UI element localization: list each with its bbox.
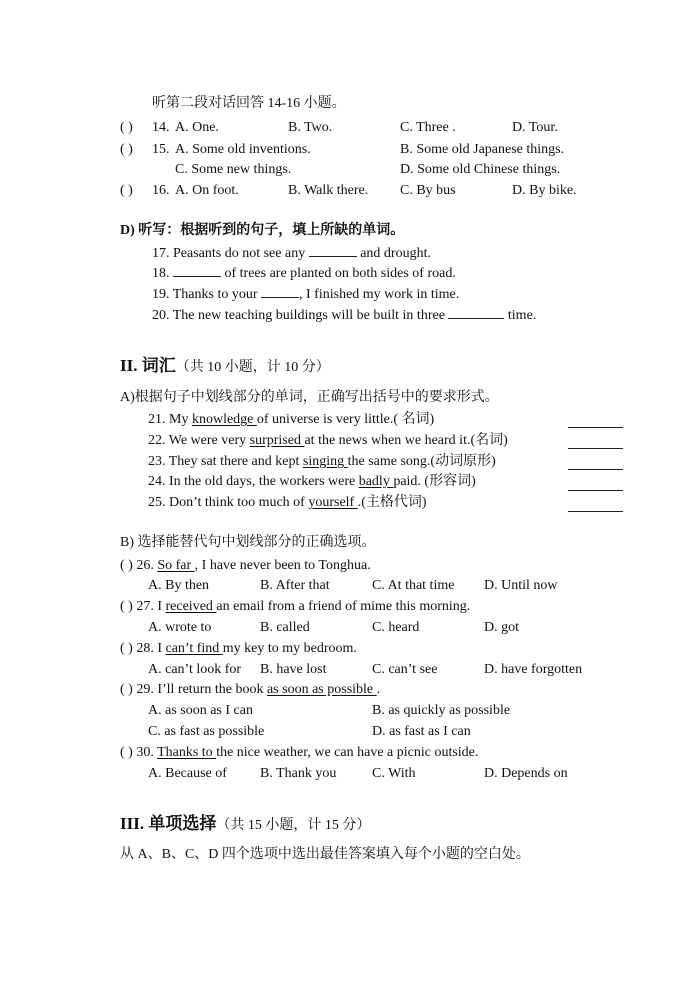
question-text: 27. I bbox=[132, 599, 166, 614]
question-number: 14. bbox=[152, 120, 170, 135]
question-number: 16. bbox=[152, 183, 170, 198]
question-text: 21. My bbox=[148, 412, 192, 427]
option-d: D. have forgotten bbox=[484, 662, 583, 677]
question-text: .(主格代词) bbox=[357, 495, 427, 510]
answer-paren[interactable]: ( ) bbox=[120, 745, 133, 760]
option-d: D. Some old Chinese things. bbox=[400, 162, 561, 177]
section-subtitle: （共 15 小题，计 15 分） bbox=[216, 818, 371, 833]
question-24 bbox=[148, 472, 476, 492]
part-b-heading: B) 选择能替代句中划线部分的正确选项。 bbox=[120, 535, 376, 550]
question-text: 24. In the old days, the workers were bbox=[148, 474, 359, 489]
question-text: of trees are planted on both sides of road. bbox=[221, 266, 456, 281]
question-17 bbox=[152, 244, 431, 264]
question-27 bbox=[120, 597, 470, 617]
underlined-word: can’t find bbox=[165, 641, 223, 656]
option-a: A. as soon as I can bbox=[148, 703, 253, 718]
question-20 bbox=[152, 306, 536, 326]
question-text: 30. bbox=[132, 745, 158, 760]
question-text: 17. Peasants do not see any bbox=[152, 246, 309, 261]
option-b: B. Walk there. bbox=[288, 183, 369, 198]
underlined-word: So far bbox=[157, 558, 195, 573]
section-iii-instruction: 从 A、B、C、D 四个选项中选出最佳答案填入每个小题的空白处。 bbox=[120, 847, 530, 862]
underlined-word: as soon as possible bbox=[266, 682, 377, 697]
question-text: and drought. bbox=[356, 246, 431, 261]
option-c: C. heard bbox=[372, 620, 420, 635]
question-text: of universe is very little.( 名词) bbox=[256, 412, 435, 427]
option-d: D. By bike. bbox=[512, 183, 577, 198]
question-number: 15. bbox=[152, 142, 170, 157]
question-text: 19. Thanks to your bbox=[152, 287, 262, 302]
part-a-heading: A)根据句子中划线部分的单词，正确写出括号中的要求形式。 bbox=[120, 390, 499, 405]
question-23 bbox=[148, 452, 496, 472]
question-text: the same song.(动词原形) bbox=[347, 454, 496, 469]
question-30 bbox=[120, 743, 478, 763]
question-26 bbox=[120, 556, 371, 576]
answer-paren[interactable]: ( ) bbox=[120, 142, 133, 157]
answer-line[interactable] bbox=[568, 426, 623, 428]
section-iii-heading bbox=[120, 814, 370, 836]
question-text: the nice weather, we can have a picnic outside. bbox=[216, 745, 479, 760]
answer-line[interactable] bbox=[568, 510, 623, 512]
underlined-word: surprised bbox=[249, 433, 305, 448]
underlined-word: yourself bbox=[308, 495, 358, 510]
option-b: B. Some old Japanese things. bbox=[400, 142, 565, 157]
section-subtitle: （共 10 小题，计 10 分） bbox=[175, 360, 330, 375]
option-d: D. Depends on bbox=[484, 766, 568, 781]
answer-paren[interactable]: ( ) bbox=[120, 120, 133, 135]
option-c: C. as fast as possible bbox=[148, 724, 265, 739]
underlined-word: singing bbox=[302, 454, 348, 469]
section-title: III. 单项选择 bbox=[120, 814, 217, 833]
underlined-word: badly bbox=[358, 474, 394, 489]
option-b: B. After that bbox=[260, 578, 330, 593]
option-c: C. can’t see bbox=[372, 662, 438, 677]
fill-blank[interactable] bbox=[448, 306, 504, 319]
underlined-word: Thanks to bbox=[157, 745, 217, 760]
option-b: B. called bbox=[260, 620, 310, 635]
fill-blank[interactable] bbox=[309, 244, 357, 257]
option-c: C. By bus bbox=[400, 183, 456, 198]
option-d: D. as fast as I can bbox=[372, 724, 471, 739]
answer-paren[interactable]: ( ) bbox=[120, 183, 133, 198]
question-text: 29. I’ll return the book bbox=[132, 682, 267, 697]
option-a: A. Some old inventions. bbox=[175, 142, 311, 157]
option-b: B. as quickly as possible bbox=[372, 703, 511, 718]
option-b: B. Two. bbox=[288, 120, 333, 135]
question-28 bbox=[120, 639, 357, 659]
question-text: my key to my bedroom. bbox=[222, 641, 357, 656]
option-a: A. wrote to bbox=[148, 620, 212, 635]
option-d: D. got bbox=[484, 620, 519, 635]
answer-paren[interactable]: ( ) bbox=[120, 641, 133, 656]
question-text: , I have never been to Tonghua. bbox=[194, 558, 371, 573]
option-a: A. One. bbox=[175, 120, 219, 135]
question-text: at the news when we heard it.(名词) bbox=[304, 433, 508, 448]
option-c: C. Three . bbox=[400, 120, 456, 135]
answer-paren[interactable]: ( ) bbox=[120, 682, 133, 697]
question-text: paid. (形容词) bbox=[393, 474, 476, 489]
section-title: II. 词汇 bbox=[120, 356, 176, 375]
question-29 bbox=[120, 680, 380, 700]
question-22 bbox=[148, 431, 508, 451]
answer-line[interactable] bbox=[568, 447, 623, 449]
answer-line[interactable] bbox=[568, 489, 623, 491]
option-c: C. Some new things. bbox=[175, 162, 292, 177]
answer-line[interactable] bbox=[568, 468, 623, 470]
question-19 bbox=[152, 285, 459, 305]
question-text: 22. We were very bbox=[148, 433, 250, 448]
option-a: A. Because of bbox=[148, 766, 227, 781]
option-d: D. Tour. bbox=[512, 120, 558, 135]
question-text: 25. Don’t think too much of bbox=[148, 495, 309, 510]
question-text: time. bbox=[504, 308, 537, 323]
question-text: an email from a friend of mime this morning. bbox=[216, 599, 471, 614]
fill-blank[interactable] bbox=[173, 264, 221, 277]
question-text: 26. bbox=[132, 558, 158, 573]
answer-paren[interactable]: ( ) bbox=[120, 558, 133, 573]
section-ii-heading bbox=[120, 356, 330, 378]
option-a: A. On foot. bbox=[175, 183, 239, 198]
dictation-heading: D) 听写：根据听到的句子，填上所缺的单词。 bbox=[120, 223, 405, 238]
question-21 bbox=[148, 410, 434, 430]
underlined-word: knowledge bbox=[191, 412, 257, 427]
question-text: 18. bbox=[152, 266, 173, 281]
listening-instruction: 听第二段对话回答 14-16 小题。 bbox=[152, 96, 346, 111]
question-text: 20. The new teaching buildings will be built in three bbox=[152, 308, 449, 323]
option-b: B. have lost bbox=[260, 662, 327, 677]
question-text: . bbox=[376, 682, 381, 697]
fill-blank[interactable] bbox=[261, 285, 299, 298]
option-c: C. At that time bbox=[372, 578, 455, 593]
option-a: A. can’t look for bbox=[148, 662, 242, 677]
underlined-word: received bbox=[165, 599, 217, 614]
question-text: 28. I bbox=[132, 641, 166, 656]
option-a: A. By then bbox=[148, 578, 210, 593]
question-text: , I finished my work in time. bbox=[299, 287, 460, 302]
question-18 bbox=[152, 264, 456, 284]
option-b: B. Thank you bbox=[260, 766, 337, 781]
question-text: 23. They sat there and kept bbox=[148, 454, 303, 469]
answer-paren[interactable]: ( ) bbox=[120, 599, 133, 614]
question-25 bbox=[148, 493, 427, 513]
option-c: C. With bbox=[372, 766, 416, 781]
option-d: D. Until now bbox=[484, 578, 558, 593]
